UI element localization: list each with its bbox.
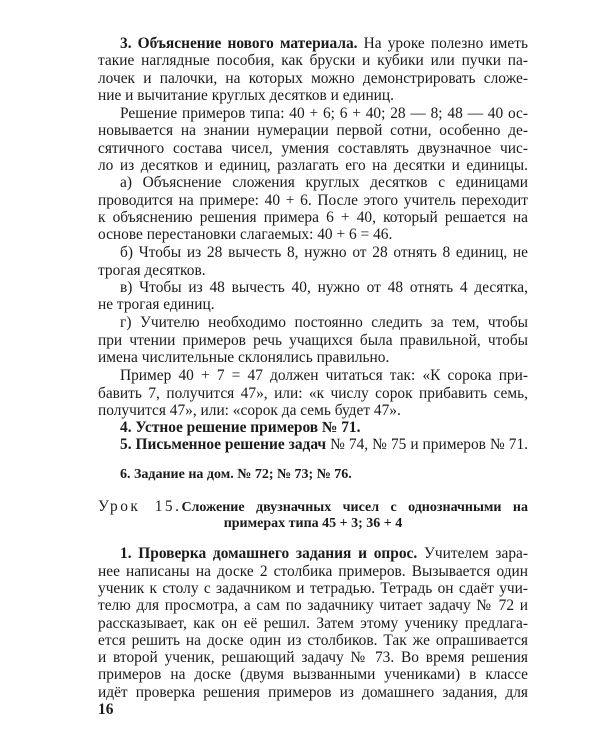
example-line-2: бавить 7, получится 47», или: «к числу сорок прибавить семь,: [98, 384, 528, 402]
section3-line-2: такие наглядные пособия, как бруски и кубики или пучки па-: [98, 52, 528, 70]
point-a-line-4: основе перестановки слагаемых: 40 + 6 = 46.: [98, 226, 393, 244]
section3-line-3: лочек и палочки, на которых можно демонстрировать сложе-: [98, 69, 528, 87]
lesson-label: Урок 15.: [98, 498, 182, 516]
lesson-section1-line-6: ется решить на доске один из столбиков. Так же опрашивается: [98, 631, 528, 649]
section3-heading: 3. Объяснение нового материала.: [120, 35, 358, 52]
point-a-line-3: к объяснению решения примера 6 + 40, который решается на: [98, 208, 528, 226]
point-g-line-3: имена числительные склонялись правильно.: [98, 349, 390, 366]
section3-line-6: новывается на знании нумерации первой сотни, особенно де-: [98, 122, 528, 140]
section3-line-1: 3. Объяснение нового материала. На уроке полезно иметь: [120, 35, 528, 52]
section3-line-8: ло из десятков и единиц, разлагать его на десятки и единицы.: [98, 157, 528, 174]
point-g-line-2: при чтении примеров речь учащихся была правильной, чтобы: [98, 331, 528, 349]
section3-line-7: сятичного состава чисел, умения составлять двузначное чис-: [98, 139, 528, 157]
example-line-3: получится 47», или: «сорок да семь будет 47».: [98, 401, 401, 419]
point-g-line-1: г) Учителю необходимо постоянно следить за тем, чтобы: [120, 314, 528, 332]
section6-heading: 6. Задание на дом.: [120, 467, 234, 483]
section6-line: 6. Задание на дом. № 72; № 73; № 76.: [120, 467, 352, 483]
section3-line-4: ние и вычитание круглых десятков и единиц.: [98, 86, 394, 104]
lesson-title: Сложение двузначных чисел с однозначными на: [181, 500, 528, 516]
point-v-line-1: в) Чтобы из 48 вычесть 40, нужно от 48 отнять 4 десятка,: [120, 279, 528, 296]
lesson-section1-line-5: рассказывает, как он её решил. Затем этому ученику предлага-: [98, 614, 528, 632]
section5-line: 5. Письменное решение задач № 74, № 75 и примеров № 71.: [120, 436, 528, 454]
page-number: 16: [98, 701, 114, 718]
point-b-line-1: б) Чтобы из 28 вычесть 8, нужно от 28 отнять 8 единиц, не: [120, 244, 528, 262]
section4-line: 4. Устное решение примеров № 71.: [120, 419, 361, 437]
lesson-section1-line-3: ученик к столу с задачником и тетрадью. Тетрадь он сдаёт учи-: [98, 579, 528, 597]
lesson-section1-line-8: примеров на доске (двумя вызванными учениками) в классе: [98, 666, 528, 684]
point-a-line-2: проводится на примере: 40 + 6. После этого учитель переходит: [98, 191, 528, 209]
lesson-section1-line-4: телю для просмотра, а сам по задачнику читает задачу № 72 и: [98, 597, 528, 615]
section5-heading: 5. Письменное решение задач: [120, 436, 327, 454]
point-v-line-2: не трогая единиц.: [98, 296, 215, 314]
point-a-line-1: а) Объяснение сложения круглых десятков с единицами: [120, 174, 528, 192]
lesson-section1-line-1: 1. Проверка домашнего задания и опрос. Учителем зара-: [120, 545, 528, 563]
section3-line-5: Решение примеров типа: 40 + 6; 6 + 40; 28 — 8; 48 — 40 ос-: [120, 105, 528, 123]
lesson-section1-line-9: идёт проверка решения примеров из домашнего задания, для: [98, 683, 528, 701]
point-b-line-2: трогая десятков.: [98, 261, 206, 279]
example-line-1: Пример 40 + 7 = 47 должен читаться так: «К сорока при-: [120, 367, 528, 385]
lesson-section1-line-2: нее написаны на доске 2 столбика примеров. Вызывается один: [98, 562, 528, 580]
lesson-section1-line-7: и второй ученик, решающий задачу № 73. Во время решения: [98, 649, 528, 667]
lesson-title-line-2: примерах типа 45 + 3; 36 + 4: [223, 515, 403, 531]
lesson-section1-heading: 1. Проверка домашнего задания и опрос.: [120, 545, 418, 563]
